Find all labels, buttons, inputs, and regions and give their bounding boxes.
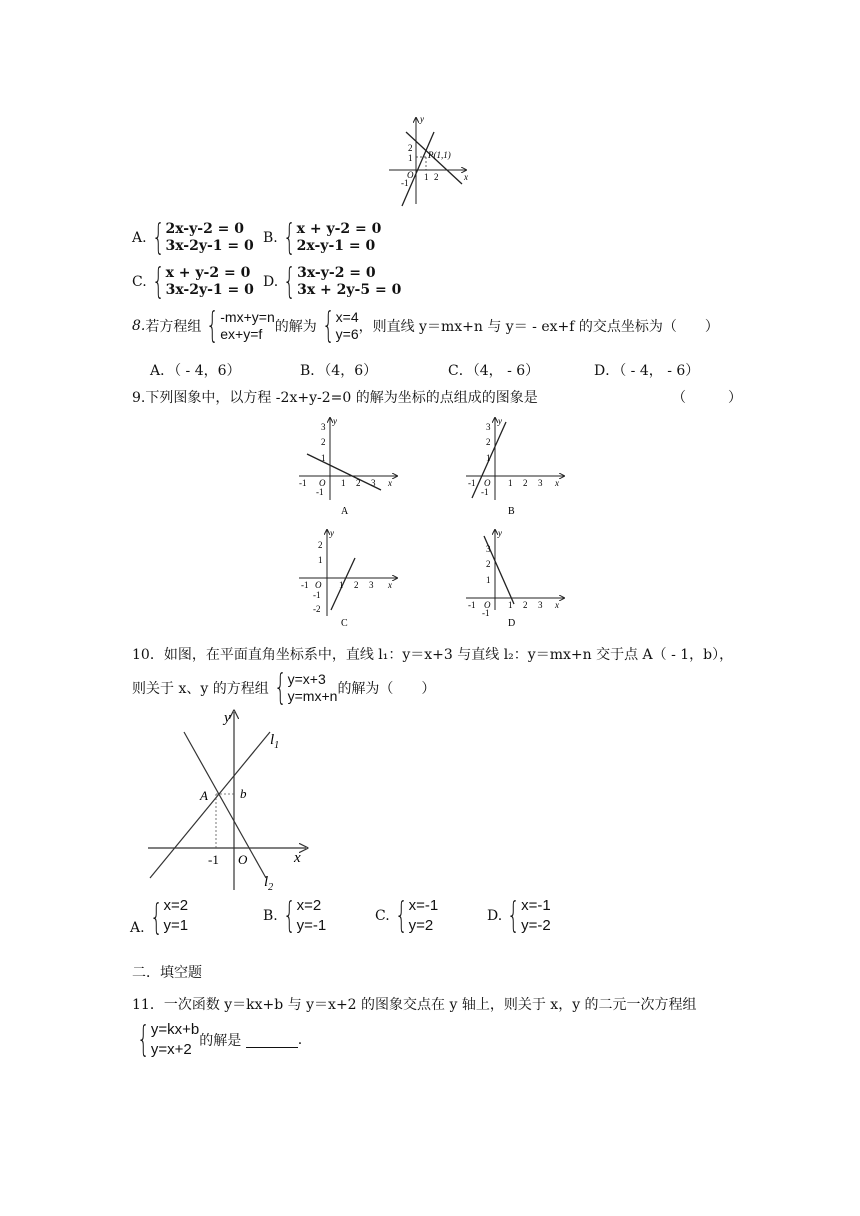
svg-text:3: 3 — [538, 478, 543, 488]
point-p-label: P(1,1) — [428, 150, 451, 160]
q10-option-c[interactable]: C. { x=-1 y=2 — [375, 895, 439, 936]
svg-text:O: O — [238, 852, 248, 867]
x-label: x — [464, 172, 468, 182]
q8-option-c[interactable]: C．（4， - 6） — [448, 363, 540, 379]
svg-text:3: 3 — [486, 422, 491, 432]
q8-option-d[interactable]: D．（ - 4， - 6） — [594, 363, 700, 379]
svg-text:x: x — [555, 478, 559, 488]
svg-text:1: 1 — [508, 600, 513, 610]
svg-text:3: 3 — [486, 544, 491, 554]
label-a: A — [341, 506, 349, 517]
q7-option-d[interactable]: D. { 3x-y-2 = 0 3x + 2y-5 = 0 — [263, 261, 402, 302]
svg-text:y: y — [333, 416, 337, 426]
y-label: y — [420, 114, 424, 124]
svg-text:-1: -1 — [468, 600, 476, 610]
svg-text:1: 1 — [486, 575, 491, 585]
svg-text:O: O — [315, 580, 322, 590]
svg-text:1: 1 — [318, 555, 323, 565]
q9-answer-paren: （ ） — [672, 390, 742, 406]
label-c: C — [341, 618, 348, 629]
svg-text:1: 1 — [321, 453, 326, 463]
svg-text:2: 2 — [523, 600, 528, 610]
q7-option-c[interactable]: C. { x + y-2 = 0 3x-2y-1 = 0 — [132, 261, 254, 302]
label-d: D — [508, 618, 516, 629]
q7-option-b[interactable]: B. { x + y-2 = 0 2x-y-1 = 0 — [263, 217, 382, 258]
svg-text:2: 2 — [354, 580, 359, 590]
q9-stem: 9.下列图象中，以方程 -2x+y-2=0 的解为坐标的点组成的图象是 — [132, 390, 538, 406]
svg-text:y: y — [330, 528, 334, 538]
q8-stem: 8. 若方程组 { -mx+y=n ex+y=f 的解为 { x=4 y=6 ，则直线 y＝mx+n 与 y＝ - ex+f 的交点坐标为（ ） — [132, 305, 719, 346]
svg-text:-1: -1 — [208, 852, 219, 867]
svg-text:O: O — [319, 478, 326, 488]
svg-text:x: x — [555, 600, 559, 610]
q8-option-a[interactable]: A．（ - 4，6） — [150, 363, 241, 379]
point-a-label: A — [200, 788, 208, 803]
svg-text:O: O — [484, 600, 491, 610]
svg-text:2: 2 — [486, 559, 491, 569]
svg-text:3: 3 — [371, 478, 376, 488]
svg-text:O: O — [484, 478, 491, 488]
svg-text:y: y — [498, 528, 502, 538]
q9-graph-d[interactable] — [462, 526, 572, 630]
svg-text:b: b — [240, 786, 247, 801]
svg-text:x: x — [294, 850, 301, 866]
section-title-fill-in: 二．填空题 — [132, 965, 202, 981]
svg-text:1: 1 — [424, 172, 429, 182]
label-b: B — [508, 506, 515, 517]
q7-option-a[interactable]: A. { 2x-y-2 = 0 3x-2y-1 = 0 — [132, 217, 254, 258]
svg-text:-1: -1 — [468, 478, 476, 488]
answer-blank[interactable] — [246, 1033, 298, 1048]
q10-option-b[interactable]: B. { x=2 y=-1 — [263, 895, 327, 936]
svg-text:3: 3 — [321, 422, 326, 432]
svg-text:y: y — [498, 416, 502, 426]
svg-text:2: 2 — [356, 478, 361, 488]
svg-text:-1: -1 — [481, 487, 489, 497]
svg-text:3: 3 — [538, 600, 543, 610]
svg-text:-1: -1 — [316, 487, 324, 497]
svg-text:-1: -1 — [482, 608, 490, 618]
svg-text:-1: -1 — [313, 590, 321, 600]
svg-text:2: 2 — [408, 143, 413, 153]
svg-text:O: O — [407, 170, 414, 180]
line-l2 — [184, 732, 266, 878]
q8-option-b[interactable]: B．（4，6） — [300, 363, 378, 379]
svg-text:-1: -1 — [401, 178, 409, 188]
svg-text:y: y — [224, 710, 231, 726]
svg-text:2: 2 — [321, 437, 326, 447]
svg-text:1: 1 — [408, 153, 413, 163]
q10-option-d[interactable]: D. { x=-1 y=-2 — [487, 895, 551, 936]
svg-text:-1: -1 — [301, 580, 309, 590]
figure-intersection-p — [384, 112, 474, 212]
svg-text:2: 2 — [523, 478, 528, 488]
svg-text:1: 1 — [339, 580, 344, 590]
q10-stem-line1: 10．如图，在平面直角坐标系中，直线 l₁：y＝x+3 与直线 l₂：y＝mx+n 交于点 A（ - 1，b）， — [132, 647, 734, 663]
q11-stem: 11．一次函数 y＝kx+b 与 y＝x+2 的图象交点在 y 轴上，则关于 x，y 的二元一次方程组 — [132, 997, 697, 1013]
svg-text:x: x — [388, 478, 392, 488]
svg-text:l2: $l_2$ — [264, 874, 274, 892]
svg-text:2: 2 — [434, 172, 439, 182]
svg-text:2: 2 — [486, 437, 491, 447]
svg-text:1: 1 — [508, 478, 513, 488]
svg-text:1: 1 — [486, 453, 491, 463]
q11-system: { y=kx+b y=x+2 的解是 . — [137, 1019, 303, 1060]
svg-text:l1: $l_1$ — [270, 732, 280, 751]
q10-stem-line2: 则关于 x、y 的方程组 { y=x+3 y=mx+n 的解为（ ） — [132, 667, 436, 708]
svg-text:-1: -1 — [299, 478, 307, 488]
svg-text:-2: -2 — [313, 604, 321, 614]
q10-option-a[interactable]: A. { x=2 y=1 — [130, 897, 189, 938]
svg-text:2: 2 — [318, 540, 323, 550]
q9-graph-b[interactable] — [462, 414, 572, 518]
svg-text:3: 3 — [369, 580, 374, 590]
svg-text:x: x — [388, 580, 392, 590]
svg-text:1: 1 — [341, 478, 346, 488]
q9-graph-a[interactable] — [295, 414, 405, 518]
q9-graph-c[interactable] — [295, 526, 405, 630]
q10-figure — [140, 708, 320, 892]
